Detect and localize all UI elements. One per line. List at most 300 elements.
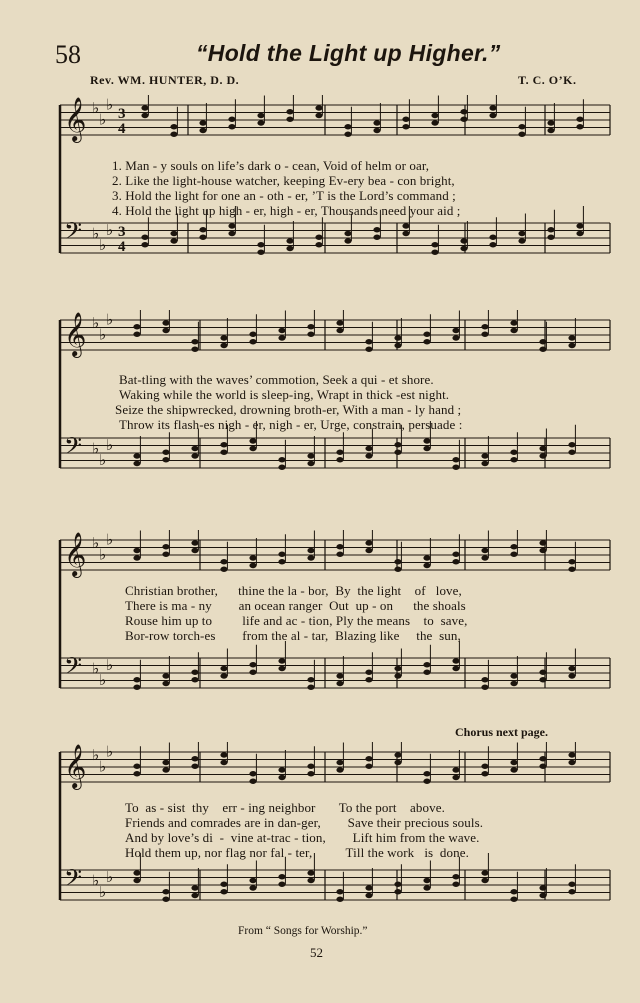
note-head xyxy=(141,113,148,118)
note-head xyxy=(402,117,409,122)
time-signature-top: 3 xyxy=(118,106,126,122)
bass-clef: 𝄢 xyxy=(64,432,83,465)
note-head xyxy=(452,465,459,470)
note-head xyxy=(228,223,235,228)
note-head xyxy=(539,756,546,761)
flat-symbol: ♭ xyxy=(99,882,107,901)
note-head xyxy=(191,446,198,451)
note-head xyxy=(278,767,285,772)
note-head xyxy=(547,120,554,125)
lyric-line: Rouse him up to life and ac - tion, Ply the means to save, xyxy=(125,613,468,628)
note-head xyxy=(162,889,169,894)
note-head xyxy=(568,567,575,572)
note-head xyxy=(191,347,198,352)
flat-symbol: ♭ xyxy=(106,867,114,886)
note-head xyxy=(191,885,198,890)
treble-clef: 𝄞 xyxy=(64,312,87,356)
treble-clef: 𝄞 xyxy=(64,744,87,788)
note-head xyxy=(191,548,198,553)
note-head xyxy=(257,250,264,255)
note-head xyxy=(162,457,169,462)
note-head xyxy=(307,677,314,682)
note-head xyxy=(481,461,488,466)
note-head xyxy=(481,332,488,337)
note-head xyxy=(510,320,517,325)
lyric-line: Waking while the world is sleep-ing, Wrapt in thick -est night. xyxy=(119,387,450,402)
note-head xyxy=(141,235,148,240)
note-head xyxy=(423,771,430,776)
music-system-4 xyxy=(55,742,615,922)
music-system-1 xyxy=(55,95,615,275)
note-head xyxy=(365,885,372,890)
lyric-line: There is ma - ny an ocean ranger Out up - on the shoals xyxy=(125,598,466,613)
note-head xyxy=(191,453,198,458)
note-head xyxy=(576,117,583,122)
note-head xyxy=(365,540,372,545)
note-head xyxy=(423,563,430,568)
note-head xyxy=(228,231,235,236)
flat-symbol: ♭ xyxy=(99,450,107,469)
note-head xyxy=(133,548,140,553)
note-head xyxy=(539,446,546,451)
note-head xyxy=(402,231,409,236)
lyric-line: To as - sist thy err - ing neighbor To the port above. xyxy=(125,800,445,815)
note-head xyxy=(576,223,583,228)
note-head xyxy=(278,465,285,470)
note-head xyxy=(199,227,206,232)
note-head xyxy=(568,343,575,348)
flat-symbol: ♭ xyxy=(106,530,114,549)
note-head xyxy=(452,775,459,780)
note-head xyxy=(191,756,198,761)
music-system-2 xyxy=(55,310,615,490)
note-head xyxy=(489,235,496,240)
note-head xyxy=(220,752,227,757)
note-head xyxy=(220,760,227,765)
note-head xyxy=(568,760,575,765)
lyric-line: Bor-row torch-es from the al - tar, Blazing like the sun, xyxy=(125,628,461,643)
note-head xyxy=(228,117,235,122)
note-head xyxy=(452,666,459,671)
note-head xyxy=(133,771,140,776)
lyric-line: Friends and comrades are in dan-ger, Save their precious souls. xyxy=(125,815,484,830)
note-head xyxy=(431,113,438,118)
note-head xyxy=(365,446,372,451)
note-head xyxy=(518,124,525,129)
note-head xyxy=(452,767,459,772)
flat-symbol: ♭ xyxy=(99,110,107,129)
note-head xyxy=(394,666,401,671)
note-head xyxy=(220,450,227,455)
note-head xyxy=(373,128,380,133)
note-head xyxy=(460,246,467,251)
note-head xyxy=(539,548,546,553)
flat-symbol: ♭ xyxy=(106,95,114,114)
note-head xyxy=(191,677,198,682)
chorus-note: Chorus next page. xyxy=(455,725,549,739)
note-head xyxy=(423,779,430,784)
note-head xyxy=(220,442,227,447)
note-head xyxy=(373,235,380,240)
note-head xyxy=(489,113,496,118)
note-head xyxy=(278,874,285,879)
note-head xyxy=(394,673,401,678)
note-head xyxy=(423,662,430,667)
note-head xyxy=(191,670,198,675)
note-head xyxy=(307,685,314,690)
note-head xyxy=(249,332,256,337)
note-head xyxy=(394,760,401,765)
note-head xyxy=(278,882,285,887)
author-credit: Rev. WM. HUNTER, D. D. xyxy=(90,73,240,87)
note-head xyxy=(365,347,372,352)
note-head xyxy=(307,870,314,875)
note-head xyxy=(510,889,517,894)
note-head xyxy=(539,453,546,458)
note-head xyxy=(576,231,583,236)
note-head xyxy=(249,885,256,890)
note-head xyxy=(423,878,430,883)
note-head xyxy=(336,673,343,678)
note-head xyxy=(481,878,488,883)
note-head xyxy=(170,124,177,129)
bass-clef: 𝄢 xyxy=(64,217,83,250)
note-head xyxy=(307,453,314,458)
bass-clef: 𝄢 xyxy=(64,652,83,685)
note-head xyxy=(249,878,256,883)
time-signature-top: 3 xyxy=(118,224,126,240)
note-head xyxy=(568,335,575,340)
note-head xyxy=(220,559,227,564)
note-head xyxy=(431,120,438,125)
note-head xyxy=(539,339,546,344)
note-head xyxy=(394,567,401,572)
note-head xyxy=(162,897,169,902)
note-head xyxy=(191,764,198,769)
flat-symbol: ♭ xyxy=(92,99,100,117)
note-head xyxy=(489,242,496,247)
note-head xyxy=(568,666,575,671)
note-head xyxy=(228,124,235,129)
note-head xyxy=(133,324,140,329)
note-head xyxy=(568,752,575,757)
note-head xyxy=(286,109,293,114)
note-head xyxy=(133,870,140,875)
note-head xyxy=(249,339,256,344)
lyric-line: Bat-tling with the waves’ commotion, Seek a qui - et shore. xyxy=(119,372,434,387)
note-head xyxy=(460,117,467,122)
note-head xyxy=(162,544,169,549)
note-head xyxy=(336,450,343,455)
note-head xyxy=(162,681,169,686)
note-head xyxy=(336,897,343,902)
note-head xyxy=(133,878,140,883)
time-signature-bottom: 4 xyxy=(118,239,126,255)
note-head xyxy=(307,764,314,769)
note-head xyxy=(307,771,314,776)
note-head xyxy=(510,673,517,678)
note-head xyxy=(344,132,351,137)
note-head xyxy=(365,670,372,675)
note-head xyxy=(481,677,488,682)
note-head xyxy=(133,453,140,458)
note-head xyxy=(510,552,517,557)
note-head xyxy=(568,673,575,678)
note-head xyxy=(307,332,314,337)
page-number: 52 xyxy=(310,945,323,960)
note-head xyxy=(336,544,343,549)
note-head xyxy=(539,347,546,352)
note-head xyxy=(547,128,554,133)
note-head xyxy=(162,450,169,455)
note-head xyxy=(539,893,546,898)
note-head xyxy=(170,132,177,137)
note-head xyxy=(365,764,372,769)
note-head xyxy=(278,328,285,333)
note-head xyxy=(336,328,343,333)
note-head xyxy=(249,563,256,568)
note-head xyxy=(278,457,285,462)
bass-clef: 𝄢 xyxy=(64,864,83,897)
flat-symbol: ♭ xyxy=(99,545,107,564)
note-head xyxy=(220,673,227,678)
note-head xyxy=(510,681,517,686)
note-head xyxy=(481,453,488,458)
composer-credit: T. C. O’K. xyxy=(518,73,577,87)
note-head xyxy=(539,885,546,890)
note-head xyxy=(141,242,148,247)
note-head xyxy=(431,250,438,255)
note-head xyxy=(249,670,256,675)
note-head xyxy=(307,324,314,329)
note-head xyxy=(510,897,517,902)
note-head xyxy=(249,779,256,784)
note-head xyxy=(423,446,430,451)
flat-symbol: ♭ xyxy=(99,325,107,344)
flat-symbol: ♭ xyxy=(106,742,114,761)
lyric-line: 1. Man - y souls on life’s dark o - cean, Void of helm or oar, xyxy=(112,158,430,173)
note-head xyxy=(460,238,467,243)
note-head xyxy=(220,882,227,887)
note-head xyxy=(576,124,583,129)
note-head xyxy=(481,548,488,553)
treble-clef: 𝄞 xyxy=(64,97,87,141)
note-head xyxy=(481,324,488,329)
note-head xyxy=(510,544,517,549)
source-footer: From “ Songs for Worship.” xyxy=(238,925,368,937)
note-head xyxy=(278,552,285,557)
note-head xyxy=(344,124,351,129)
flat-symbol: ♭ xyxy=(106,435,114,454)
note-head xyxy=(286,117,293,122)
note-head xyxy=(315,105,322,110)
note-head xyxy=(199,128,206,133)
note-head xyxy=(394,450,401,455)
note-head xyxy=(249,438,256,443)
note-head xyxy=(365,339,372,344)
note-head xyxy=(249,662,256,667)
note-head xyxy=(568,882,575,887)
note-head xyxy=(278,559,285,564)
note-head xyxy=(336,552,343,557)
flat-symbol: ♭ xyxy=(92,439,100,458)
note-head xyxy=(220,343,227,348)
note-head xyxy=(365,677,372,682)
note-head xyxy=(162,552,169,557)
note-head xyxy=(286,246,293,251)
note-head xyxy=(344,231,351,236)
note-head xyxy=(423,670,430,675)
note-head xyxy=(539,764,546,769)
note-head xyxy=(133,764,140,769)
note-head xyxy=(394,559,401,564)
note-head xyxy=(220,567,227,572)
note-head xyxy=(307,878,314,883)
flat-symbol: ♭ xyxy=(99,235,107,254)
note-head xyxy=(249,771,256,776)
flat-symbol: ♭ xyxy=(92,224,100,243)
note-head xyxy=(510,328,517,333)
note-head xyxy=(315,242,322,247)
note-head xyxy=(278,666,285,671)
note-head xyxy=(336,320,343,325)
flat-symbol: ♭ xyxy=(106,310,114,329)
note-head xyxy=(481,764,488,769)
note-head xyxy=(394,752,401,757)
flat-symbol: ♭ xyxy=(92,871,100,890)
note-head xyxy=(133,677,140,682)
flat-symbol: ♭ xyxy=(99,757,107,776)
note-head xyxy=(336,889,343,894)
note-head xyxy=(336,457,343,462)
note-head xyxy=(568,889,575,894)
note-head xyxy=(568,450,575,455)
note-head xyxy=(199,120,206,125)
note-head xyxy=(336,681,343,686)
lyric-line: Seize the shipwrecked, drowning broth-er, With a man - ly hand ; xyxy=(115,402,462,417)
hymn-number: 58 xyxy=(55,40,81,69)
note-head xyxy=(336,767,343,772)
note-head xyxy=(452,328,459,333)
note-head xyxy=(249,446,256,451)
note-head xyxy=(365,453,372,458)
note-head xyxy=(170,231,177,236)
note-head xyxy=(394,335,401,340)
note-head xyxy=(278,775,285,780)
note-head xyxy=(452,559,459,564)
flat-symbol: ♭ xyxy=(106,220,114,239)
note-head xyxy=(518,238,525,243)
note-head xyxy=(286,238,293,243)
flat-symbol: ♭ xyxy=(92,534,100,552)
note-head xyxy=(539,670,546,675)
note-head xyxy=(547,235,554,240)
note-head xyxy=(394,882,401,887)
note-head xyxy=(402,124,409,129)
note-head xyxy=(315,113,322,118)
note-head xyxy=(568,442,575,447)
lyric-line: Throw its flash-es nigh - er, nigh - er, Urge, constrain, persuade : xyxy=(119,417,463,432)
time-signature-bottom: 4 xyxy=(118,121,126,137)
note-head xyxy=(365,548,372,553)
note-head xyxy=(394,442,401,447)
note-head xyxy=(133,461,140,466)
note-head xyxy=(452,874,459,879)
note-head xyxy=(481,771,488,776)
note-head xyxy=(510,457,517,462)
note-head xyxy=(191,339,198,344)
note-head xyxy=(315,235,322,240)
note-head xyxy=(481,555,488,560)
note-head xyxy=(452,335,459,340)
note-head xyxy=(510,450,517,455)
note-head xyxy=(402,223,409,228)
note-head xyxy=(423,339,430,344)
note-head xyxy=(365,756,372,761)
lyric-line: And by love’s di - vine at-trac - tion, Lift him from the wave. xyxy=(125,830,480,845)
note-head xyxy=(539,677,546,682)
note-head xyxy=(336,760,343,765)
note-head xyxy=(547,227,554,232)
music-system-3 xyxy=(55,530,615,710)
flat-symbol: ♭ xyxy=(99,670,107,689)
lyric-line: Hold them up, nor flag nor fal - ter, Till the work is done. xyxy=(125,845,469,860)
note-head xyxy=(373,120,380,125)
note-head xyxy=(191,893,198,898)
note-head xyxy=(170,238,177,243)
note-head xyxy=(278,658,285,663)
note-head xyxy=(423,885,430,890)
flat-symbol: ♭ xyxy=(92,746,100,764)
note-head xyxy=(307,555,314,560)
note-head xyxy=(394,889,401,894)
note-head xyxy=(510,760,517,765)
note-head xyxy=(191,540,198,545)
note-head xyxy=(423,332,430,337)
note-head xyxy=(518,231,525,236)
note-head xyxy=(510,767,517,772)
note-head xyxy=(141,105,148,110)
note-head xyxy=(162,767,169,772)
flat-symbol: ♭ xyxy=(92,314,100,332)
note-head xyxy=(518,132,525,137)
note-head xyxy=(133,685,140,690)
note-head xyxy=(278,335,285,340)
lyric-line: Christian brother, thine the la - bor, By the light of love, xyxy=(125,583,462,598)
note-head xyxy=(162,760,169,765)
note-head xyxy=(394,343,401,348)
note-head xyxy=(489,105,496,110)
note-head xyxy=(133,555,140,560)
note-head xyxy=(365,893,372,898)
note-head xyxy=(539,540,546,545)
treble-clef: 𝄞 xyxy=(64,532,87,576)
note-head xyxy=(307,548,314,553)
note-head xyxy=(481,870,488,875)
lyric-line: 4. Hold the light up high - er, high - er, Thousands need your aid ; xyxy=(112,203,461,218)
note-head xyxy=(481,685,488,690)
note-head xyxy=(307,461,314,466)
note-head xyxy=(162,328,169,333)
note-head xyxy=(452,882,459,887)
note-head xyxy=(373,227,380,232)
note-head xyxy=(220,335,227,340)
note-head xyxy=(344,238,351,243)
flat-symbol: ♭ xyxy=(92,659,100,678)
note-head xyxy=(162,673,169,678)
note-head xyxy=(249,555,256,560)
lyric-line: 2. Like the light-house watcher, keeping Ev-ery bea - con bright, xyxy=(112,173,455,188)
